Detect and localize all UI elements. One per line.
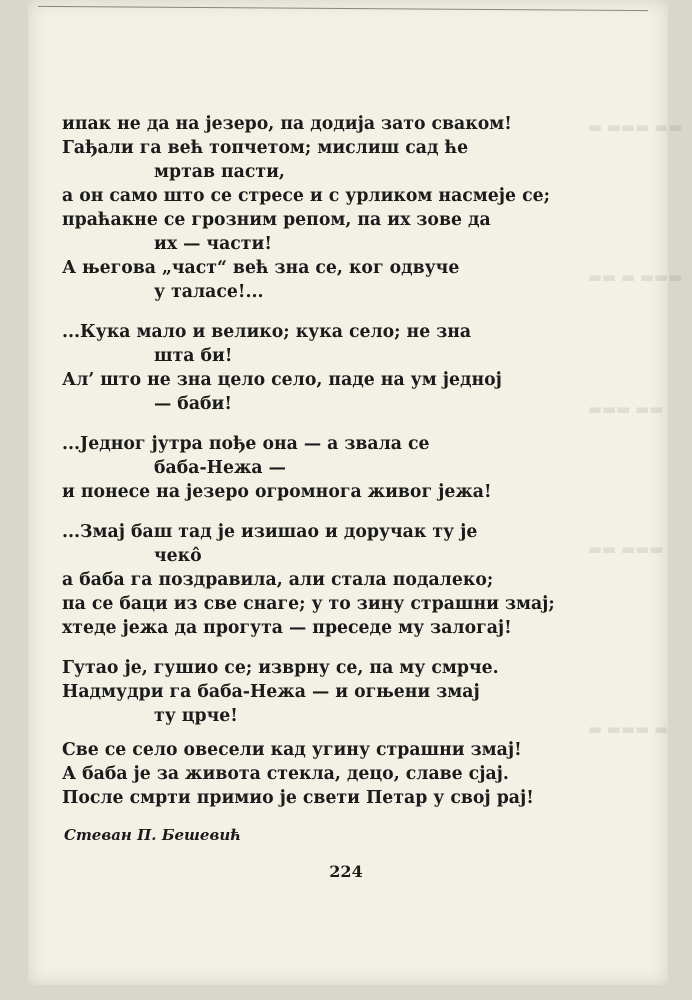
- stanza-gap: [62, 640, 602, 656]
- poem-line: а он само што се стресе и с урликом насмеје се;: [62, 186, 550, 206]
- poem-line: шта би!: [154, 346, 233, 366]
- poem-line: Ал’ што не зна цело село, паде на ум једној: [62, 370, 502, 390]
- poem-line: ...Кука мало и велико; кука село; не зна: [62, 322, 472, 342]
- poem-line: ...Једног јутра пође она — а звала се: [62, 434, 430, 454]
- poem-line: Све се село овесели кад угину страшни змај!: [62, 740, 522, 760]
- poem-line: А баба је за живота стекла, децо, славе сјај.: [62, 764, 509, 784]
- poem-line: хтеде јежа да прогута — преседе му залогај!: [62, 618, 512, 638]
- page-edge-line: [38, 6, 648, 11]
- poem-line: па се баци из све снаге; у то зину страшни змај;: [62, 594, 555, 614]
- poem-line: ...Змај баш тад је изишао и доручак ту је: [62, 522, 478, 542]
- poem-line: мртав пасти,: [154, 162, 285, 182]
- page-number: 224: [329, 862, 363, 881]
- poem-line: праћакне се грозним репом, па их зове да: [62, 210, 491, 230]
- poem-line: ипак не да на језеро, па додија зато сваком!: [62, 114, 512, 134]
- poem-line: Гутао је, гушио се; изврну се, па му смрче.: [62, 658, 499, 678]
- poem-line: чекô: [154, 546, 202, 566]
- poem-line: а баба га поздравила, али стала подалеко;: [62, 570, 494, 590]
- poem-line: Надмудри га баба-Нежа — и огњени змај: [62, 682, 480, 702]
- poem-line: и понесе на језеро огромнога живог јежа!: [62, 482, 492, 502]
- poem: [62, 112, 602, 810]
- stanza-gap: [62, 416, 602, 432]
- poem-line: — баби!: [154, 394, 232, 414]
- poem-line: А његова „част“ већ зна се, ког одвуче: [62, 258, 460, 278]
- bleed-through-mark: ▬▬▬ ▬ ▬▬: [588, 268, 683, 286]
- poem-line: у таласе!...: [154, 282, 264, 302]
- poem-line: их — части!: [154, 234, 272, 254]
- author-signature: Стеван П. Бешевић: [64, 826, 242, 844]
- poem-line: ту црче!: [154, 706, 238, 726]
- bleed-through-mark: ▬▬▬ ▬▬: [588, 540, 664, 558]
- stanza-gap: [62, 504, 602, 520]
- bleed-through-mark: ▬▬ ▬▬▬ ▬: [588, 118, 683, 136]
- poem-line: баба-Нежа —: [154, 458, 286, 478]
- bleed-through-mark: ▬▬ ▬▬▬: [588, 400, 664, 418]
- poem-line: После смрти примио је свети Петар у свој рај!: [62, 788, 534, 808]
- stanza-gap: [62, 728, 602, 738]
- bleed-through-mark: ▬ ▬▬▬ ▬: [588, 720, 669, 738]
- stanza-gap: [62, 304, 602, 320]
- poem-line: Гађали га већ топчетом; мислиш сад ће: [62, 138, 469, 158]
